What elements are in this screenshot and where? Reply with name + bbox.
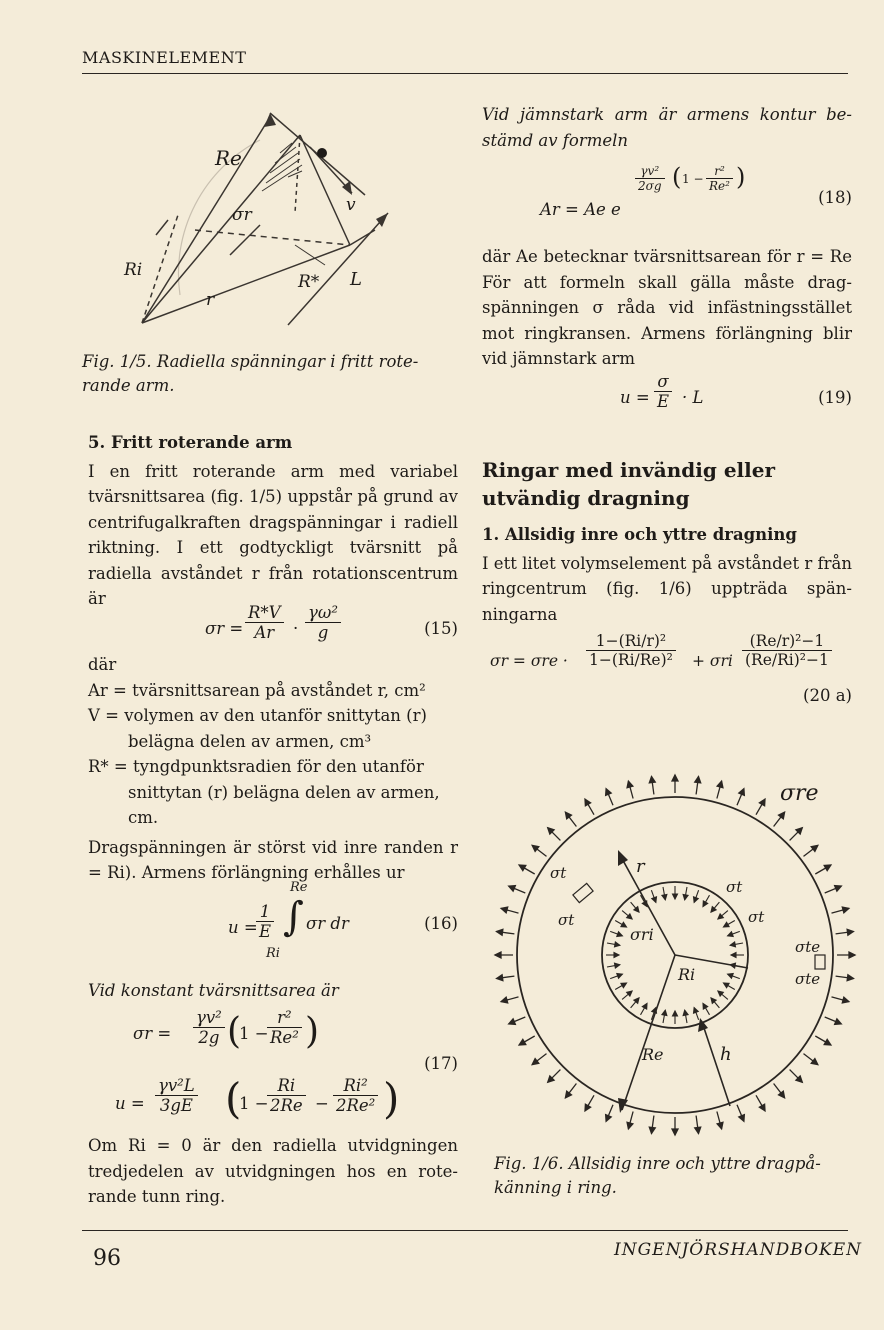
left-definitions [88,652,458,886]
fig16-label-Re: Re [642,1045,664,1064]
eq18-number: (18) [818,188,852,207]
fig16-label-sigma-t-4: σt [748,908,765,926]
eq15-lhs: σr = [205,619,244,638]
fig16-outer-arrowhead [739,1115,745,1122]
eq18-exp-one: 1 − [682,172,704,186]
eq16-upper: Re [290,880,308,895]
fig16-outer-arrowhead [849,952,855,958]
dar-label: där [88,655,117,674]
eq18-exp-bracket: ( [672,163,682,191]
eq17-l2-frac2: $\frac{Ri}{2Re}$ [267,1076,306,1115]
fig15-label-Ri: Ri [124,260,143,280]
fig15-label-R-star: R* [298,272,320,292]
fig16-outer-arrowhead [739,789,745,796]
fig15-caption [82,350,427,398]
left-para-3: Om Ri = 0 är den radiella utvidgningen tredjedelen av utvidgningen hos en roterande tunn ring. [88,1136,458,1206]
fig16-outer-arrowhead [847,929,853,935]
fig16-outer-arrowhead [759,799,765,806]
fig16-outer-arrowhead [565,1091,571,1098]
fig16-outer-arrowhead [606,1115,612,1122]
fig16-outer-arrowhead [824,1039,831,1045]
fig16-label-r: r [636,856,645,877]
section-title-5: 5. Fritt roterande arm [88,433,293,452]
fig16-outer-arrowhead [811,845,818,851]
eq17-l2-minus: − [315,1094,329,1113]
fig15-label-sigma-r: σr [232,205,252,225]
fig16-inner-arrowhead [728,974,734,979]
eq17-l1-bracket-close: ) [305,1011,320,1052]
left-column [88,430,458,612]
eq20-plus: + σri [692,652,733,670]
right-sub-wrap [482,522,852,627]
fig16-inner-arrowhead [621,983,627,988]
eq17-l2-frac3: $\frac{\text{Ri²}}{\text{2Re²}}$ [333,1076,378,1115]
fig16-outer-arrowhead [606,789,612,796]
fig16-inner-arrowhead [723,922,729,927]
fig16-label-h: h [720,1044,732,1065]
eq17-number: (17) [424,1054,458,1073]
fig16-inner-arrowhead [703,1003,708,1009]
fig16-inner-arrowhead [662,894,667,899]
fig16-inner-arrowhead [683,894,688,899]
eq17-l1-lhs: σr = [133,1024,172,1043]
fig16-element-top [573,883,593,902]
fig16-outer-arrowhead [779,812,785,819]
fig16-label-sigma-te-2: σte [795,970,821,988]
fig16-outer-arrowhead [695,1127,701,1133]
figure-1-5 [120,95,420,340]
equation-20a [482,632,852,712]
fig16-label-sigma-te-1: σte [795,938,821,956]
fig16-outer-arrowhead [585,1104,591,1111]
fig16-inner-arrowhead [617,932,623,937]
eq16-integrand: σr dr [306,914,349,933]
eq18-exp-bracket-close: ) [736,163,746,191]
equation-16 [228,880,458,970]
fig16-outer-arrowhead [672,1129,678,1135]
eq17-l2-frac: $\frac{\text{γv²L}}{3gE}$ [155,1076,198,1115]
fig16-element-right [815,955,825,969]
fig16-inner-arrowhead [614,942,619,947]
fig16-inner-arrowhead [614,963,619,968]
fig16-inner-arrowhead [731,953,736,958]
def-V-1: V = volymen av den utanför snittytan (r) [88,706,427,725]
fig16-inner-arrowhead [694,897,699,903]
eq16-lhs: u = [228,918,258,937]
ringar-subheading: 1. Allsidig inre och yttre dragning [482,525,797,544]
fig16-inner-arrowhead [703,901,708,907]
header-rule [82,73,848,74]
eq15-dot: · [293,619,299,638]
fig16-outer-arrowhead [509,1019,516,1025]
def-Rstar-2: snittytan (r) belägna delen av armen, [128,782,440,802]
eq15-frac2: $\frac{\text{γω²}}{g}$ [305,603,341,642]
fig16-inner-arrowhead [673,1011,678,1016]
fig16-outer-arrowhead [649,777,655,783]
fig16-label-Ri: Ri [678,965,696,984]
def-Ar: Ar = tvärsnittsarean på avståndet r, cm² [88,680,426,700]
fig16-caption-text: Allsidig inre och yttre dragpåkänning i ring. [494,1154,821,1197]
eq20-number: (20 a) [803,686,852,705]
fig16-outer-arrowhead [811,1059,818,1065]
figure-1-6 [490,760,860,1155]
fig16-caption [494,1152,854,1200]
fig16-outer-arrowhead [759,1104,765,1111]
eq15-number: (15) [424,619,458,638]
fig16-outer-arrowhead [695,777,701,783]
def-V-2: belägna delen av armen, cm³ [128,731,372,751]
fig15-label-v: v [346,195,356,215]
fig16-outer-arrowhead [565,812,571,819]
fig16-caption-prefix: Fig. 1/6. [494,1154,564,1173]
running-footer: INGENJÖRSHANDBOKEN [614,1240,862,1260]
eq15-frac1: $\frac{R*V}{Ar}$ [245,603,284,642]
eq17-l2-bracket: ( [225,1074,242,1123]
eq17-l2-bracket-close: ) [383,1074,400,1123]
fig16-inner-arrowhead [694,1008,699,1014]
equation-18 [540,160,852,230]
fig16-label-sigma-t-1: σt [550,864,567,882]
fig16-inner-arrowhead [723,983,729,988]
fig16-outer-arrowhead [835,1019,842,1025]
eq17-l1-frac2: $\frac{\text{r²}}{\text{Re²}}$ [267,1008,302,1047]
eq16-integral-sign: ∫ [283,894,304,940]
fig16-outer-arrowhead [495,952,501,958]
eq17-l1-frac: $\frac{\text{γv²}}{2g}$ [193,1008,225,1047]
fig16-outer-arrowhead [835,886,842,892]
right-column-top [482,102,852,153]
def-Rstar-1: R* = tyngdpunktsradien för den utanför [88,757,424,776]
fig16-outer-arrowhead [497,929,503,935]
fig16-label-sigma-ri: σri [630,925,654,944]
fig16-outer-arrowhead [779,1091,785,1098]
fig16-outer-arrowhead [509,886,516,892]
fig16-inner-arrowhead [621,922,627,927]
ringar-heading: Ringar med invändig eller utvändig dragning [482,458,776,510]
fig16-outer-arrowhead [717,781,723,788]
fig15-label-L: L [350,269,362,290]
right-heading-wrap [482,456,857,512]
eq19-rhs: · L [682,388,704,407]
fig16-outer-arrowhead [497,975,503,981]
fig16-inner-arrowhead [728,932,734,937]
eq17-l2-lhs: u = [115,1094,145,1113]
fig16-outer-arrowhead [842,907,849,913]
footer-rule [82,1230,848,1231]
eq17-l2-one: 1 − [239,1094,269,1113]
eq20-frac1: $\frac{\text{1−(Ri/r)²}}{\text{1−(Ri/Re)²}}$ [586,632,676,669]
eq16-number: (16) [424,914,458,933]
fig16-outer-arrowhead [649,1127,655,1133]
fig16-outer-arrowhead [585,799,591,806]
eq20-lhs: σr = σre · [490,652,568,670]
fig16-inner-arrowhead [617,974,623,979]
fig16-inner-arrowhead [683,1010,688,1015]
right-para-2: där Ae betecknar tvärsnittsarean för r = Re För att formeln skall gälla måste dragspänningen σ råda vid infästningsstället mot ringkransen. Armens förlängning blir vid jämnstark arm [482,247,852,368]
eq18-exp-frac2: $\frac{\text{r²}}{\text{Re²}}$ [706,164,733,193]
equation-17 [115,1008,458,1130]
right-para-2-wrap [482,244,852,372]
fig16-outer-arrowhead [627,781,633,788]
left-para-2: Dragspänningen är störst vid inre randen r = Ri). Armens förlängning erhålles ur [88,837,458,882]
eq18-exp: $\frac{\text{γv²}}{2\sigma g}$ [635,164,665,193]
fig15-label-r: r [206,290,215,310]
fig16-outer-arrowhead [532,1059,539,1065]
eq17-l1-one: 1 − [239,1024,269,1043]
konst-line: Vid konstant tvärsnittsarea är [88,981,339,1000]
eq19-lhs: u = [620,388,650,407]
fig16-outer-arrowhead [501,907,508,913]
fig16-inner-arrowhead [673,894,678,899]
right-para-1: Vid jämnstark arm är armens kontur bestämd av formeln [482,105,852,150]
fig16-outer-arrowhead [717,1122,723,1129]
fig16-label-sigma-t-3: σt [726,878,743,896]
page-number: 96 [93,1246,121,1271]
fig16-outer-arrowhead [519,1039,526,1045]
right-para-3: I ett litet volymselement på avståndet r från ringcentrum (fig. 1/6) uppträda spänningarna [482,553,852,624]
fig15-label-Re: Re [215,146,242,170]
eq19-number: (19) [818,388,852,407]
fig16-outer-arrowhead [847,975,853,981]
eq17-l1-bracket: ( [227,1011,242,1052]
fig16-inner-arrowhead [642,1003,647,1009]
left-para-3-wrap [88,1133,458,1210]
fig16-outer-arrowhead [824,865,831,871]
fig16-label-sigma-t-2: σt [558,911,575,929]
def-Rstar-3: cm. [128,808,159,827]
fig16-outer-arrowhead [627,1122,633,1129]
fig16-outer-arrowhead [842,997,849,1003]
equation-19 [620,372,852,424]
fig16-inner-arrowhead [652,897,657,903]
left-para-1: I en fritt roterande arm med variabel tvärsnittsarea (fig. 1/5) uppstår på grund av centrifugalkraften dragspänningar i radiell riktning. I ett godtyckligt tvärsnitt på radiella avståndet r från rotationscentrum är [88,461,458,608]
fig16-inner-arrowhead [614,953,619,958]
fig16-label-sigma-re: σre [780,781,819,806]
eq19-frac: $\frac{\sigma}{E}$ [654,372,672,411]
fig16-radius-Re [622,955,675,1110]
fig16-outer-arrowhead [501,997,508,1003]
eq18-lhs: Ar = Ae e [540,200,621,219]
eq16-lower: Ri [266,946,280,961]
equation-15 [205,603,458,657]
fig16-outer-arrowhead [519,865,526,871]
fig15-caption-text: Radiella spänningar i fritt roterande arm. [82,352,419,395]
eq16-frac: $\frac{1}{E}$ [256,902,274,941]
eq20-frac2: $\frac{\text{(Re/r)²−1}}{\text{(Re/Ri)²−1}}$ [742,632,832,669]
fig16-inner-arrowhead [730,942,735,947]
running-header: MASKINELEMENT [82,48,247,67]
fig16-outer-arrowhead [672,775,678,781]
fig16-outer-arrowhead [532,845,539,851]
fig15-caption-prefix: Fig. 1/5. [82,352,152,371]
fig16-inner-arrowhead [662,1010,667,1015]
